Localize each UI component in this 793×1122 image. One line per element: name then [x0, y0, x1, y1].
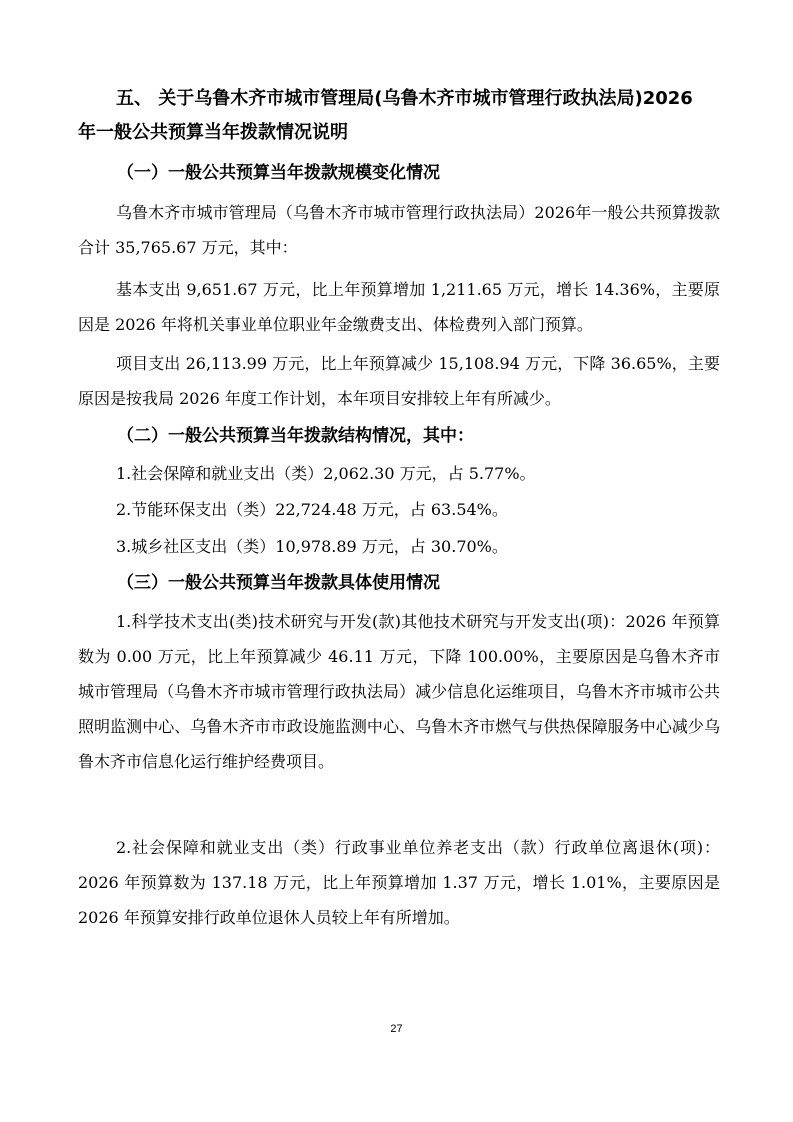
subheading-usage: （三）一般公共预算当年拨款具体使用情况 — [117, 573, 440, 593]
title-line-2: 年一般公共预算当年拨款情况说明 — [78, 122, 348, 143]
paragraph-energy-environment: 2.节能环保支出（类）22,724.48 万元，占 63.54%。 — [116, 500, 508, 519]
subheading-scale-change: （一）一般公共预算当年拨款规模变化情况 — [117, 163, 440, 183]
paragraph-urban-rural: 3.城乡社区支出（类）10,978.89 万元，占 30.70%。 — [116, 537, 508, 556]
paragraph-basic-expenditure: 基本支出 9,651.67 万元，比上年预算增加 1,211.65 万元，增长 14.36%，主要原因是 2026 年将机关事业单位职业年金缴费支出、体检费列入部门预算。 — [78, 280, 720, 334]
title-line-1: 五、 关于乌鲁木齐市城市管理局(乌鲁木齐市城市管理行政执法局)2026 — [116, 88, 693, 109]
paragraph-science-tech: 1.科学技术支出(类)技术研究与开发(款)其他技术研究与开发支出(项)：2026 年预算数为 0.00 万元，比上年预算减少 46.11 万元，下降 100.00%，主要原因是乌鲁木齐市城市管理局（乌鲁木齐市城市管理行政执法局）减少信息化运维项目，乌鲁木齐市城市公共照明监测中心、乌鲁木齐市市政设施监测中心、乌鲁木齐市燃气与供热保障服务中心减少乌鲁木齐市信息化运行维护经费项目。 — [78, 612, 720, 771]
subheading-structure: （二）一般公共预算当年拨款结构情况，其中： — [117, 426, 474, 446]
paragraph-social-security: 1.社会保障和就业支出（类）2,062.30 万元，占 5.77%。 — [116, 464, 536, 483]
section-title — [78, 82, 718, 150]
paragraph-total-appropriation: 乌鲁木齐市城市管理局（乌鲁木齐市城市管理行政执法局）2026年一般公共预算拨款合计 35,765.67 万元，其中： — [78, 203, 720, 257]
paragraph-retiree-pension: 2.社会保障和就业支出（类）行政事业单位养老支出（款）行政单位离退休(项)：2026 年预算数为 137.18 万元，比上年预算增加 1.37 万元，增长 1.01%，主要原因是 2026 年预算安排行政单位退休人员较上年有所增加。 — [78, 838, 720, 927]
page-number: 27 — [390, 1023, 403, 1035]
paragraph-project-expenditure: 项目支出 26,113.99 万元，比上年预算减少 15,108.94 万元，下降 36.65%，主要原因是按我局 2026 年度工作计划，本年项目安排较上年有所减少。 — [78, 354, 720, 408]
